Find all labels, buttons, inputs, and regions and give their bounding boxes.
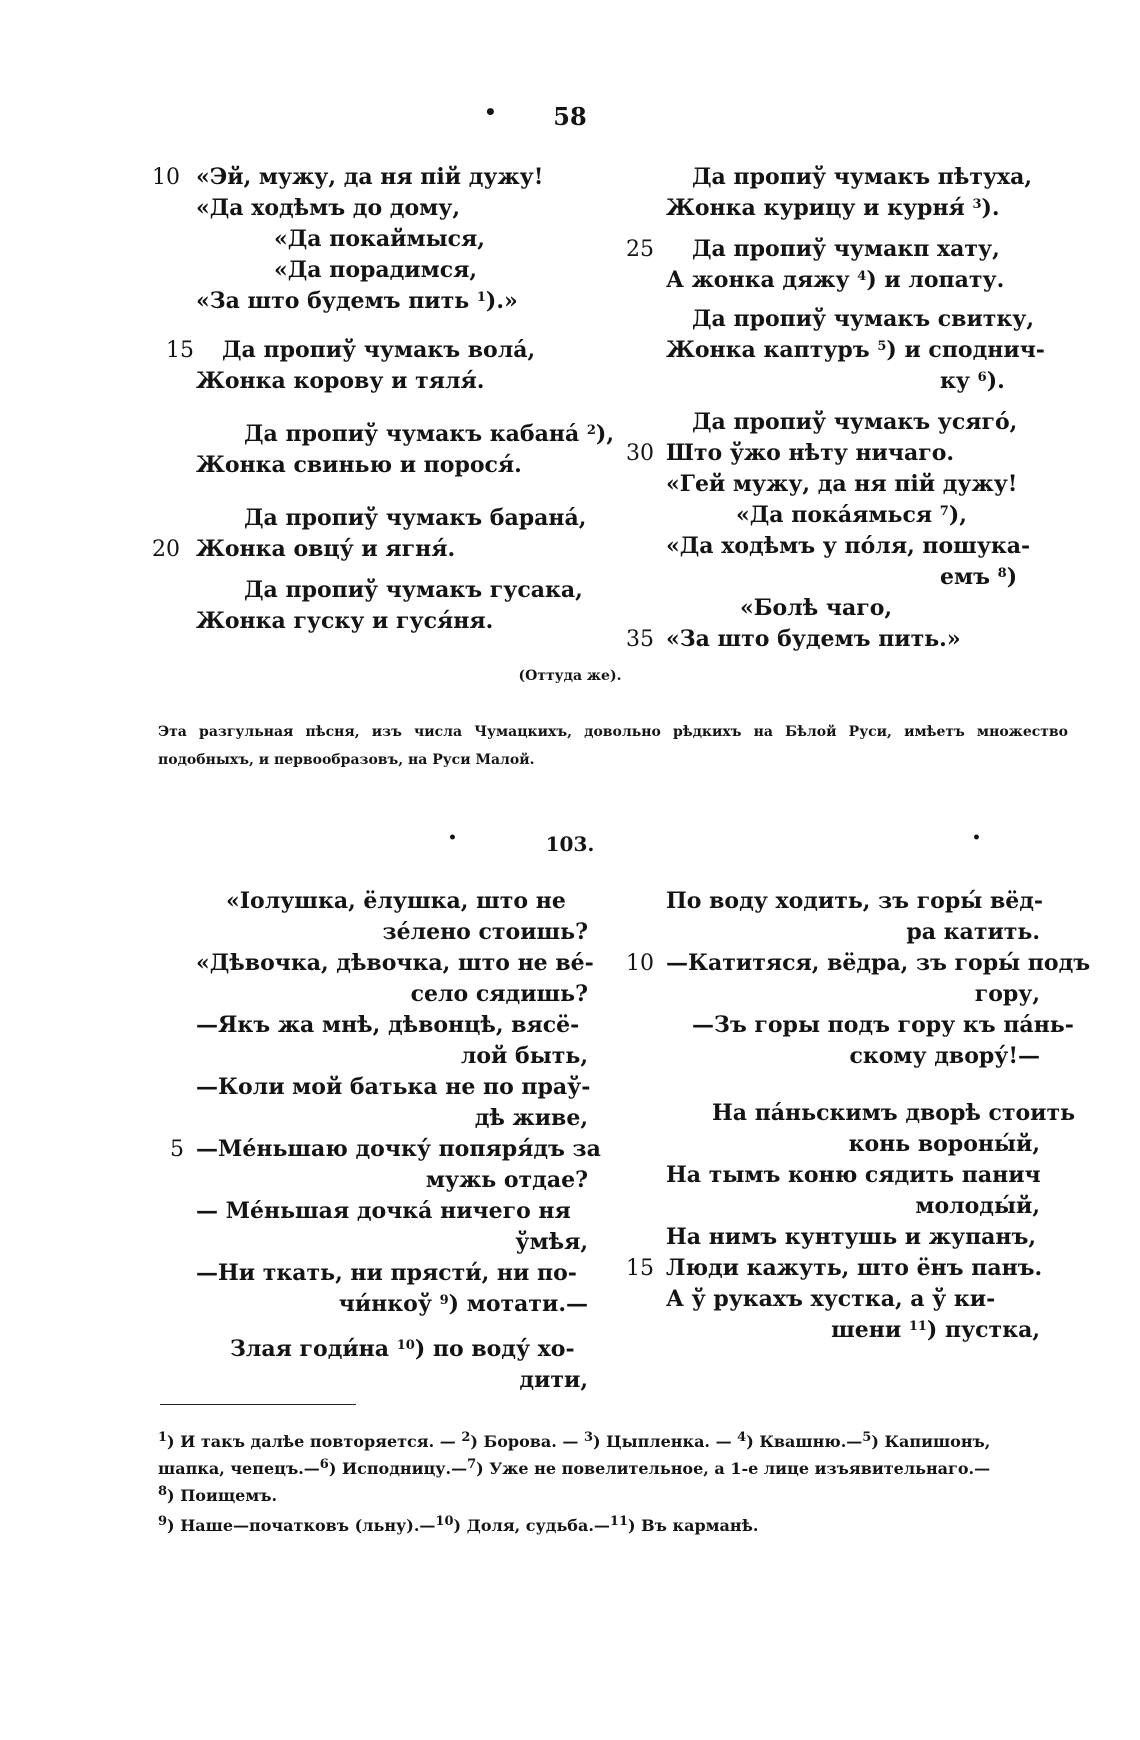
print-dot: • (448, 830, 457, 846)
verse-line: Да пропиў чумакъ баранá, (244, 505, 587, 531)
verse-line: «Да ходѣмъ у пóля, пошука- (666, 533, 1031, 559)
verse-line: Злая годи́на $^{10}$) по воду́ хо- (230, 1336, 575, 1362)
verse-line: дѣ живе, (474, 1105, 588, 1131)
verse-line: «Гей мужу, да ня пій дужу! (666, 471, 1018, 497)
page-number: 58 (553, 102, 587, 131)
verse-line: А жонка дяжу $^4$) и лопату. (666, 267, 1005, 293)
line-number: 20 (152, 537, 180, 562)
verse-line: ра катить. (906, 919, 1040, 945)
song2-right-column (626, 886, 1091, 1346)
song1-right-column (626, 162, 1066, 655)
verse-line: Да пропиў чумакъ свитку, (692, 306, 1035, 332)
verse-line: мужь отдае? (425, 1167, 588, 1193)
footnote-line: $^9$) Наше—початковъ (льну).—$^{10}$) Доля, судьба.—$^{11}$) Въ карманѣ. (158, 1514, 759, 1535)
song2-left-column (170, 886, 601, 1396)
verse-line: 25 Да пропиў чумакп хату, (666, 234, 1066, 265)
verse-line: «Іолушка, ёлушка, што не (226, 888, 566, 914)
verse-line: лой быть, (460, 1043, 588, 1069)
verse-line: скому двору́!— (849, 1043, 1040, 1069)
verse-line: А ў рукахъ хустка, а ў ки- (666, 1286, 996, 1312)
source-attribution: (Оттуда же). (518, 668, 622, 684)
line-number: 15 (166, 338, 194, 363)
verse-line: зéлено стоишь? (382, 919, 588, 945)
footnote-divider (160, 1404, 356, 1405)
verse-line: —Ни ткать, ни прясти́, ни по- (196, 1260, 577, 1286)
verse-line: гору, (974, 981, 1040, 1007)
footnote-line: шапка, чепецъ.—$^6$) Исподницу.—$^7$) Уже не повелительное, а 1-е лице изъявительнаго.— (158, 1457, 991, 1478)
verse-line: 5 —Мéньшаю дочку́ попяря́дъ за (196, 1134, 596, 1165)
line-number: 10 (152, 165, 180, 190)
verse-line: «Да покáямься $^7$), (736, 502, 967, 528)
verse-line: —Якъ жа мнѣ, дѣвонцѣ, вясё- (196, 1012, 580, 1038)
verse-line: 20 Жонка овцу́ и ягня́. (196, 534, 596, 565)
verse-line: — Мéньшая дочкá ничего ня (196, 1198, 571, 1224)
verse-line: «Дѣвочка, дѣвочка, што не вé- (196, 950, 594, 976)
verse-line: Да пропиў чумакъ усягó, (692, 409, 1018, 435)
verse-line: Жонка каптуръ $^5$) и споднич- (666, 337, 1045, 363)
print-dot: • (484, 100, 497, 124)
verse-line: 30 Што ўжо нѣту ничаго. (666, 438, 1066, 469)
verse-line: 15 Да пропиў чумакъ волá, (196, 335, 596, 366)
song-number: 103. (545, 832, 595, 856)
line-number: 30 (626, 441, 654, 466)
verse-line: 10 —Катитяся, вёдра, зъ горы́ подъ (666, 948, 1066, 979)
verse-line: Жонка корову и тяля́. (196, 368, 485, 394)
verse-line: На пáньскимъ дворѣ стоить (712, 1100, 1076, 1126)
verse-line: —Коли мой батька не по праў- (196, 1074, 591, 1100)
verse-line: «Болѣ чаго, (740, 595, 893, 621)
verse-line: ку $^6$). (940, 368, 1005, 394)
verse-line: «Да покаймыся, (274, 226, 485, 252)
footnote-line: $^1$) И такъ далѣе повторяется. — $^2$) Борова. — $^3$) Цыпленка. — $^4$) Квашню.—$^5$) Капишонъ, (158, 1430, 991, 1451)
verse-line: 35 «За што будемъ пить.» (666, 624, 1066, 655)
verse-line: Жонка курицу и курня́ $^3$). (666, 195, 1000, 221)
verse-line: «За што будемъ пить $^1$).» (196, 288, 518, 314)
line-number: 25 (626, 237, 654, 262)
verse-line: На нимъ кунтушь и жупанъ, (666, 1224, 1037, 1250)
verse-line: Жонка гуску и гуся́ня. (196, 608, 494, 634)
verse-line: Да пропиў чумакъ пѣтуха, (692, 164, 1033, 190)
verse-line: конь вороны́й, (848, 1131, 1040, 1157)
verse-line: По воду ходить, зъ горы́ вёд- (666, 888, 1044, 914)
verse-line: —Зъ горы подъ гору къ пáнь- (692, 1012, 1074, 1038)
verse-line: Да пропиў чумакъ кабанá $^2$), (244, 421, 614, 447)
footnote-line: $^8$) Поищемъ. (158, 1484, 278, 1505)
verse-line: «Да ходѣмъ до дому, (196, 195, 460, 221)
verse-line: молоды́й, (915, 1193, 1040, 1219)
verse-line: дити, (519, 1367, 588, 1393)
verse-line: На тымъ коню сядить панич (666, 1162, 1041, 1188)
verse-line: 15 Люди кажуть, што ёнъ панъ. (666, 1253, 1066, 1284)
verse-line: ўмѣя, (515, 1229, 588, 1255)
line-number: 5 (170, 1137, 184, 1162)
verse-line: емъ $^8$) (940, 564, 1018, 590)
verse-line: село сядишь? (410, 981, 588, 1007)
verse-line: чи́нкоў $^9$) мотати.— (338, 1291, 588, 1317)
verse-line: шени $^{11}$) пустка, (831, 1317, 1040, 1343)
line-number: 15 (626, 1256, 654, 1281)
verse-line: Жонка свинью и порося́. (196, 452, 522, 478)
line-number: 35 (626, 627, 654, 652)
verse-line: 10 «Эй, мужу, да ня пій дужу! (196, 162, 596, 193)
print-dot: • (972, 830, 981, 846)
line-number: 10 (626, 951, 654, 976)
verse-line: Да пропиў чумакъ гусака, (244, 577, 583, 603)
editorial-note: Эта разгульная пѣсня, изъ числа Чумацкихъ, довольно рѣдкихъ на Бѣлой Руси, имѣетъ множество подобныхъ, и первообразовъ, на Руси Малой. (158, 724, 1068, 768)
verse-line: «Да порадимся, (274, 257, 478, 283)
song1-left-column (152, 162, 614, 637)
